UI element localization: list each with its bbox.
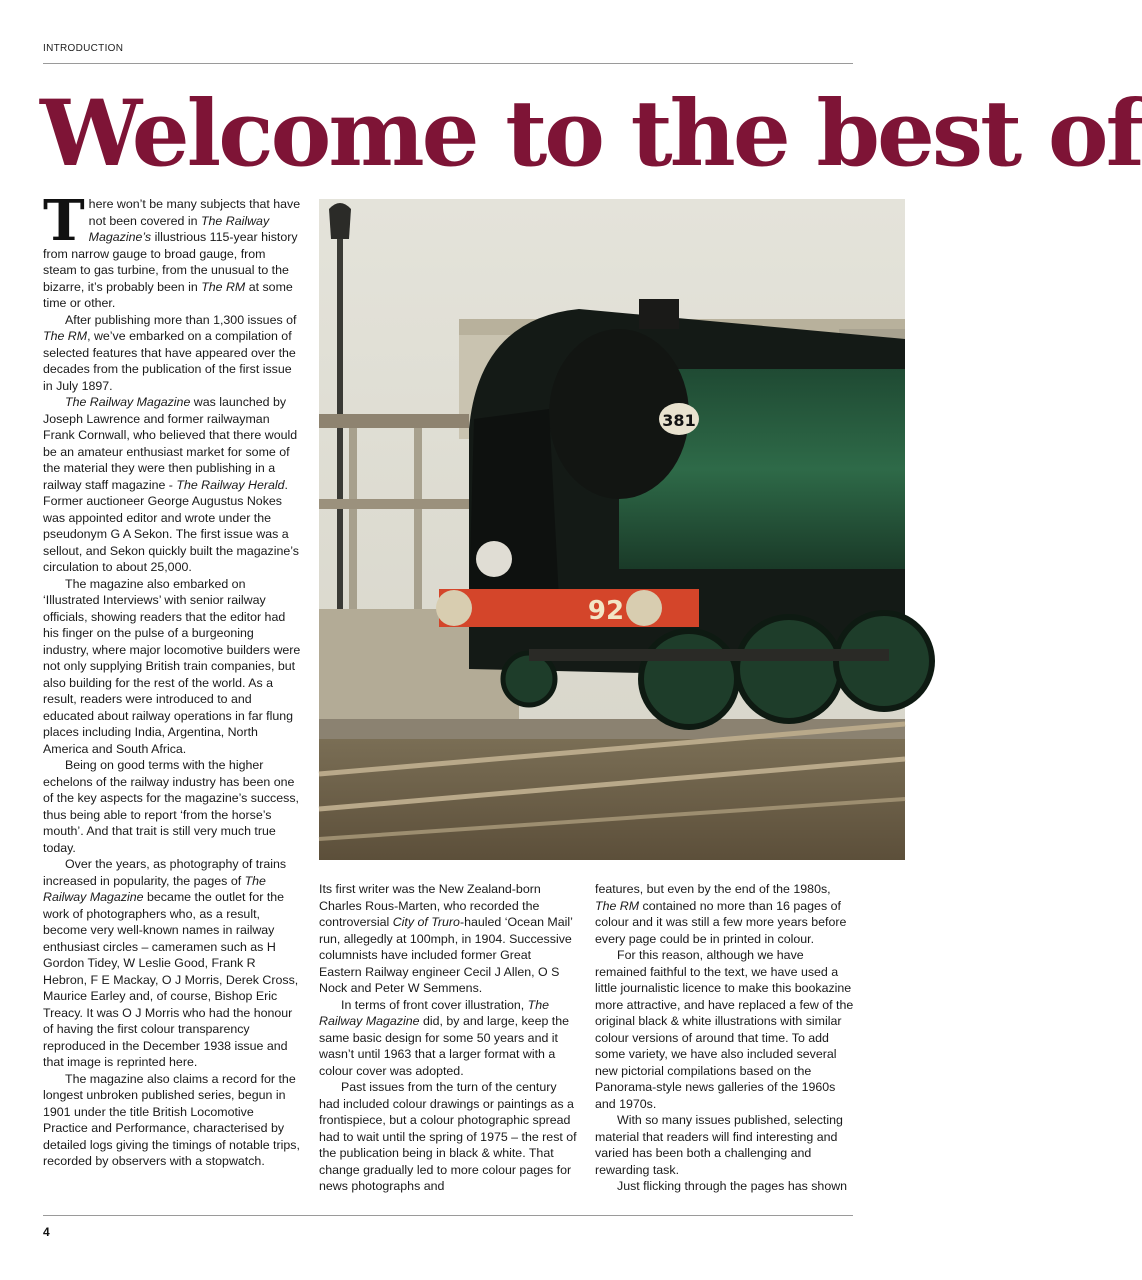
- header-rule: [43, 63, 853, 64]
- body-paragraph: [595, 947, 855, 1112]
- text-run: -hauled ‘Ocean Mail’ run, allegedly at 100mph, in 1904. Successive columnists have included former Great Eastern Railway engineer Cecil J Allen, O S Nock and Peter W Semmens.: [319, 915, 573, 995]
- italic-title: The Railway Magazine: [319, 997, 549, 1028]
- body-paragraph: [319, 997, 577, 1080]
- body-paragraph: [43, 856, 301, 1071]
- text-column-1: [43, 188, 301, 1170]
- body-paragraph: [595, 1112, 855, 1178]
- drop-cap: T: [43, 188, 85, 254]
- italic-title: The RM: [201, 279, 246, 294]
- loco-number-plate: 381: [662, 411, 696, 430]
- body-paragraph: [319, 881, 577, 997]
- page-headline: Welcome to the best of: [40, 81, 1142, 187]
- text-run: features, but even by the end of the 1980s,: [595, 882, 831, 896]
- text-run: . Former auctioneer George Augustus Nokes was appointed editor and wrote under the pseudonym G A Sekon. The first issue was a sellout, and Sekon quickly built the magazine’s circulation to about 25,000.: [43, 477, 299, 574]
- text-run: illustrious 115-year history from narrow gauge to broad gauge, from steam to gas turbine, from the unusual to the bizarre, it’s probably been in: [43, 230, 298, 294]
- body-paragraph: [43, 312, 301, 395]
- body-paragraph: [43, 394, 301, 576]
- text-run: at some time or other.: [43, 279, 293, 310]
- text-run: Just flicking through the pages has shown: [617, 1179, 848, 1193]
- text-run: , we’ve embarked on a compilation of selected features that have appeared over the decades from the publication of the first issue in July 1897.: [43, 329, 296, 393]
- body-paragraph: [43, 188, 301, 312]
- body-paragraph: [43, 576, 301, 758]
- buffer-beam-number: 92: [587, 596, 625, 626]
- text-run: The magazine also embarked on ‘Illustrated Interviews’ with senior railway officials, showing readers that the editor had his finger on the pulse of a burgeoning industry, where major locomotive builders were not only supplying British train companies, but also building for the rest of the world. As a result, readers were introduced to and educated about railway operations in far flung places including India, Argentina, North America and South Africa.: [43, 576, 301, 756]
- italic-title: The Railway Magazine: [43, 873, 266, 904]
- italic-title: The Railway Herald: [176, 477, 285, 492]
- italic-title: The RM: [43, 329, 88, 343]
- steam-locomotive-photo: [319, 199, 905, 860]
- text-column-3: [595, 881, 855, 1195]
- page-number: 4: [43, 1225, 50, 1239]
- body-paragraph: [319, 1079, 577, 1195]
- text-run: Its first writer was the New Zealand-born Charles Rous-Marten, who recorded the controversial: [319, 882, 541, 929]
- text-run: With so many issues published, selecting material that readers will find interesting and varied has been both a challenging and rewarding task.: [595, 1113, 843, 1177]
- text-run: did, by and large, keep the same basic design for some 50 years and it wasn’t until 1963 that a larger format with a colour cover was adopted.: [319, 1014, 570, 1078]
- text-run: became the outlet for the work of photographers who, as a result, become very well-known names in railway enthusiast circles – cameramen such as H Gordon Tidey, W Leslie Good, Frank R Hebron, F E Mackay, O J Morris, Derek Cross, Maurice Earley and, of course, Bishop Eric Treacy. It was O J Morris who had the honour of having the first colour transparency reproduced in the December 1938 issue and that image is reprinted here.: [43, 890, 299, 1069]
- footer-rule: [43, 1215, 853, 1216]
- body-paragraph: [43, 1071, 301, 1170]
- body-paragraph: [43, 757, 301, 856]
- text-run: was launched by Joseph Lawrence and former railwayman Frank Cornwall, who believed that there would be an amateur enthusiast market for some of the material they were then publishing in a railway staff magazine -: [43, 395, 298, 492]
- italic-title: The Railway Magazine: [65, 395, 191, 409]
- italic-title: City of Truro: [392, 915, 460, 929]
- text-run: Past issues from the turn of the century had included colour drawings or paintings as a frontispiece, but a colour photographic spread had to wait until the spring of 1975 – the rest of the publication being in black & white. That change gradually led to more colour pages for news photographs and: [319, 1080, 577, 1193]
- text-run: Being on good terms with the higher echelons of the railway industry has been one of the key aspects for the magazine’s success, thus being able to report ‘from the horse’s mouth’. And that trait is still very much true today.: [43, 758, 299, 855]
- text-run: here won’t be many subjects that have not been covered in: [88, 197, 301, 228]
- body-paragraph: [595, 881, 855, 947]
- text-run: For this reason, although we have remained faithful to the text, we have used a little journalistic licence to make this bookazine more attractive, and have replaced a few of the original black & white illustrations with similar colour versions of around that time. To add some variety, we have also included several new pictorial compilations based on the Panorama-style news galleries of the 1960s and 1970s.: [595, 948, 854, 1111]
- italic-title: The Railway Magazine’s: [88, 213, 270, 244]
- text-column-2: [319, 881, 577, 1195]
- text-run: In terms of front cover illustration,: [341, 997, 528, 1012]
- text-run: The magazine also claims a record for the longest unbroken published series, begun in 1901 under the title British Locomotive Practice and Performance, characterised by detailed logs giving the timings of notable trips, recorded by observers with a stopwatch.: [43, 1071, 300, 1168]
- italic-title: The RM: [595, 898, 640, 913]
- body-paragraph: [595, 1178, 855, 1195]
- text-run: After publishing more than 1,300 issues of: [65, 312, 297, 327]
- section-label: INTRODUCTION: [43, 43, 124, 54]
- text-run: Over the years, as photography of trains increased in popularity, the pages of: [43, 857, 287, 888]
- text-run: contained no more than 16 pages of colour and it was still a few more years before every page could be in printed in colour.: [595, 898, 847, 946]
